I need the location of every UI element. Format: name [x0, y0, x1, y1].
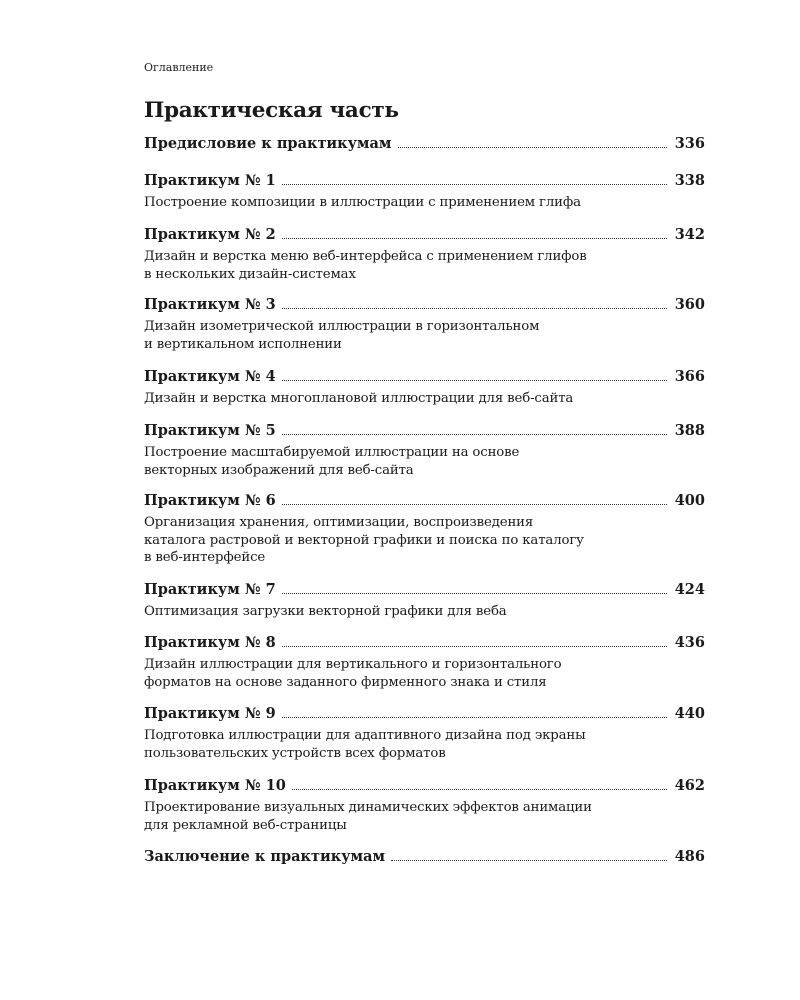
- toc-entry-heading: [144, 226, 705, 246]
- toc-entry-heading: [144, 848, 705, 868]
- toc-entry-heading: [144, 705, 705, 725]
- toc-entry-heading: [144, 581, 705, 601]
- toc-entry-title: Практикум № 5: [144, 422, 276, 439]
- toc-entry: [144, 172, 705, 212]
- toc-entry-title: Практикум № 3: [144, 296, 276, 313]
- toc-entry-title: Заключение к практикумам: [144, 848, 386, 865]
- toc-entry: [144, 634, 705, 691]
- toc-entry: [144, 226, 705, 283]
- dot-leader: [282, 504, 667, 505]
- toc-entry-description: [144, 248, 624, 283]
- toc-entry: [144, 296, 705, 353]
- dot-leader: [282, 238, 667, 239]
- toc-entry-heading: [144, 368, 705, 388]
- toc-entry: [144, 492, 705, 567]
- toc-entry-description: [144, 390, 624, 408]
- toc-entry-description: [144, 514, 624, 567]
- toc-entry-page-number: 336: [674, 135, 705, 152]
- toc-entry-page-number: 400: [674, 492, 705, 509]
- dot-leader: [282, 380, 667, 381]
- dot-leader: [282, 717, 667, 718]
- toc-entry: [144, 705, 705, 762]
- toc-entry-title: Практикум № 6: [144, 492, 276, 509]
- toc-entry-title: Практикум № 2: [144, 226, 276, 243]
- toc-entry: [144, 422, 705, 479]
- toc-entry-title: Практикум № 8: [144, 634, 276, 651]
- toc-entry-description: [144, 799, 624, 834]
- toc-entry-title: Предисловие к практикумам: [144, 135, 392, 152]
- toc-entry: [144, 135, 705, 155]
- dot-leader: [391, 860, 667, 861]
- running-head: Оглавление: [144, 61, 214, 74]
- toc-entry-page-number: 366: [674, 368, 705, 385]
- toc-entry-description-line: Подготовка иллюстрации для адаптивного дизайна под экраны: [144, 728, 586, 743]
- toc-entry-description-line: Организация хранения, оптимизации, воспроизведения: [144, 515, 534, 530]
- toc-entry-title: Практикум № 4: [144, 368, 276, 385]
- dot-leader: [282, 434, 667, 435]
- toc-entry-title: Практикум № 9: [144, 705, 276, 722]
- toc-entry-title: Практикум № 1: [144, 172, 276, 189]
- toc-entry-description-line: в нескольких дизайн-системах: [144, 266, 356, 282]
- toc-entry-heading: [144, 634, 705, 654]
- toc-entry-heading: [144, 422, 705, 442]
- dot-leader: [282, 184, 667, 185]
- toc-entry-description-line: пользовательских устройств всех форматов: [144, 745, 446, 761]
- toc-entry-description-line: векторных изображений для веб-сайта: [144, 462, 414, 478]
- toc-entry-description-line: Проектирование визуальных динамических эффектов анимации: [144, 800, 592, 815]
- dot-leader: [282, 308, 667, 309]
- section-title: Практическая часть: [144, 98, 399, 123]
- toc-entry-description-line: Построение композиции в иллюстрации с применением глифа: [144, 195, 581, 210]
- toc-entry-description-line: Дизайн и верстка многоплановой иллюстрации для веб-сайта: [144, 391, 574, 406]
- toc-entry-description: [144, 727, 624, 762]
- toc-entry-heading: [144, 135, 705, 155]
- toc-entry-heading: [144, 777, 705, 797]
- toc-entry-description-line: в веб-интерфейсе: [144, 550, 266, 565]
- dot-leader: [292, 789, 667, 790]
- toc-entry: [144, 777, 705, 834]
- toc-entry-description-line: для рекламной веб-страницы: [144, 817, 347, 833]
- toc-entry-description: [144, 318, 624, 353]
- toc-entry-page-number: 440: [674, 705, 705, 722]
- toc-entry: [144, 368, 705, 408]
- toc-entry-page-number: 338: [674, 172, 705, 189]
- toc-entry-heading: [144, 172, 705, 192]
- dot-leader: [398, 147, 667, 148]
- toc-entry: [144, 581, 705, 621]
- dot-leader: [282, 646, 667, 647]
- toc-entry-description-line: каталога растровой и векторной графики и поиска по каталогу: [144, 532, 584, 548]
- toc-entry-description: [144, 444, 624, 479]
- toc-entry-heading: [144, 492, 705, 512]
- toc-entry-page-number: 486: [674, 848, 705, 865]
- toc-entry-description: [144, 194, 624, 212]
- toc-entry-description: [144, 656, 624, 691]
- toc-entry-page-number: 388: [674, 422, 705, 439]
- toc-entry-description: [144, 603, 624, 621]
- toc-entry-page-number: 462: [674, 777, 705, 794]
- toc-entry-description-line: и вертикальном исполнении: [144, 336, 342, 352]
- toc-entry-page-number: 424: [674, 581, 705, 598]
- toc-entry-description-line: Дизайн иллюстрации для вертикального и горизонтального: [144, 657, 562, 672]
- dot-leader: [282, 593, 667, 594]
- toc-entry-description-line: Оптимизация загрузки векторной графики для веба: [144, 604, 507, 619]
- toc-entry-description-line: форматов на основе заданного фирменного знака и стиля: [144, 674, 547, 690]
- toc-entry-page-number: 342: [674, 226, 705, 243]
- toc-entry-page-number: 360: [674, 296, 705, 313]
- toc-entry-title: Практикум № 7: [144, 581, 276, 598]
- toc-entry-title: Практикум № 10: [144, 777, 286, 794]
- toc-entry: [144, 848, 705, 868]
- toc-entry-heading: [144, 296, 705, 316]
- toc-entry-page-number: 436: [674, 634, 705, 651]
- toc-entry-description-line: Построение масштабируемой иллюстрации на основе: [144, 445, 520, 460]
- toc-entry-description-line: Дизайн и верстка меню веб-интерфейса с применением глифов: [144, 249, 587, 264]
- toc-entry-description-line: Дизайн изометрической иллюстрации в горизонтальном: [144, 319, 540, 334]
